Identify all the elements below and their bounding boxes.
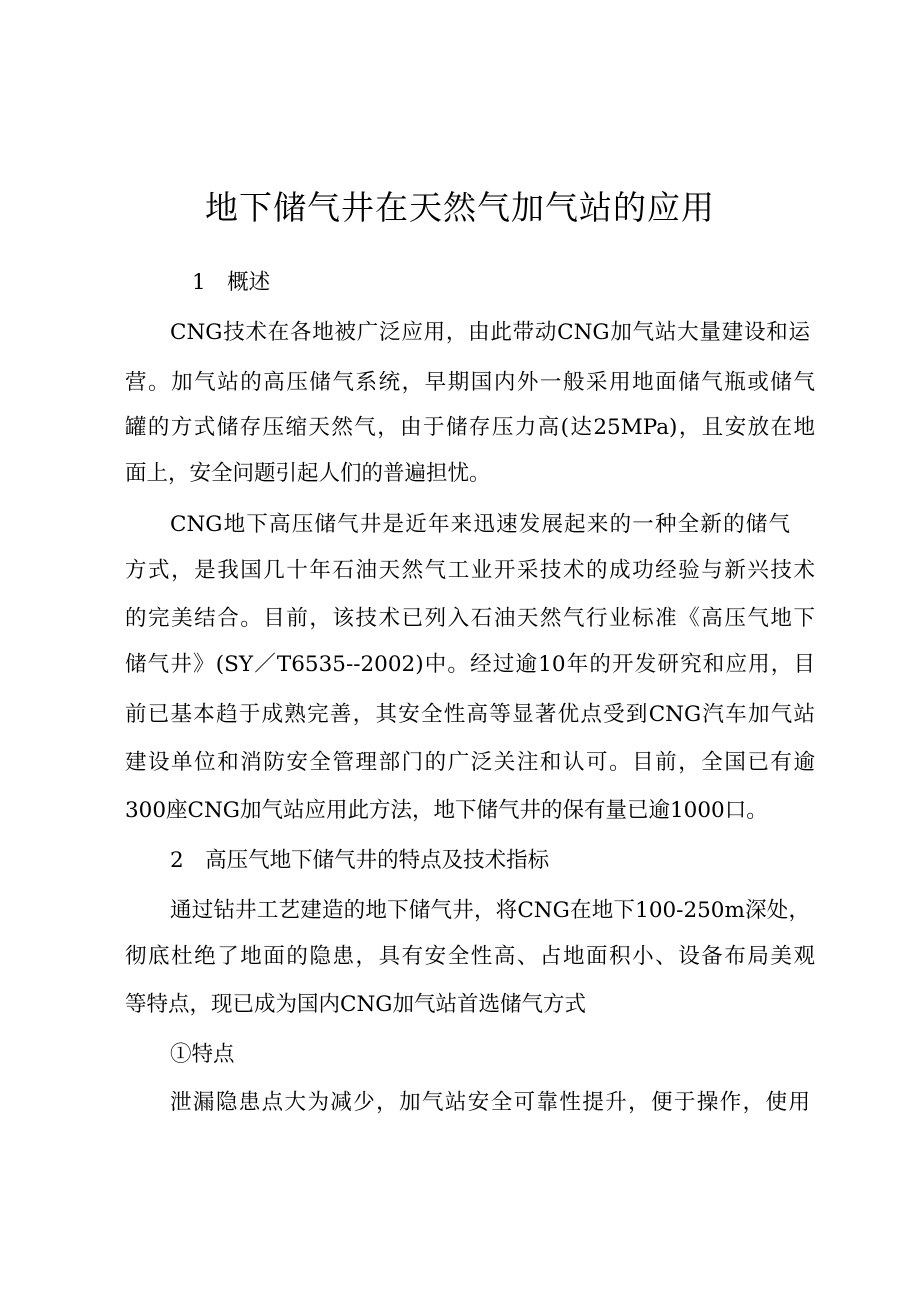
paragraph-line: CNG地下高压储气井是近年来迅速发展起来的一种全新的储气: [170, 512, 790, 537]
paragraph-line: 300座CNG加气站应用此方法，地下储气井的保有量已逾1000口。: [125, 798, 768, 823]
paragraph-line: 彻底杜绝了地面的隐患，具有安全性高、占地面积小、设备布局美观: [125, 944, 815, 969]
paragraph-line: 储气井》(SY／T6535--2002)中。经过逾10年的开发研究和应用，目: [125, 652, 815, 677]
paragraph-line: 通过钻井工艺建造的地下储气井，将CNG在地下100-250m深处，: [170, 898, 810, 923]
subsection-heading-features: ①特点: [170, 1042, 235, 1067]
paragraph-line: 前已基本趋于成熟完善，其安全性高等显著优点受到CNG汽车加气站: [125, 702, 815, 727]
paragraph-line: 等特点，现已成为国内CNG加气站首选储气方式: [125, 992, 586, 1017]
paragraph-line: 营。加气站的高压储气系统，早期国内外一般采用地面储气瓶或储气: [125, 370, 815, 395]
paragraph-line: 建设单位和消防安全管理部门的广泛关注和认可。目前，全国已有逾: [125, 750, 815, 775]
section-heading-features: 2 高压气地下储气井的特点及技术指标: [170, 848, 550, 873]
paragraph-line: 方式，是我国几十年石油天然气工业开采技术的成功经验与新兴技术: [125, 558, 815, 583]
paragraph-line: 面上，安全问题引起人们的普遍担忧。: [125, 461, 491, 486]
document-title: 地下储气井在天然气加气站的应用: [205, 188, 715, 228]
paragraph-line: 的完美结合。目前，该技术已列入石油天然气行业标准《高压气地下: [125, 606, 815, 631]
section-heading-overview: 1 概述: [192, 270, 271, 295]
paragraph-line: 泄漏隐患点大为减少，加气站安全可靠性提升，便于操作，使用: [170, 1090, 810, 1115]
paragraph-line: CNG技术在各地被广泛应用，由此带动CNG加气站大量建设和运: [170, 320, 810, 345]
paragraph-line: 罐的方式储存压缩天然气，由于储存压力高(达25MPa)，且安放在地: [125, 415, 815, 440]
